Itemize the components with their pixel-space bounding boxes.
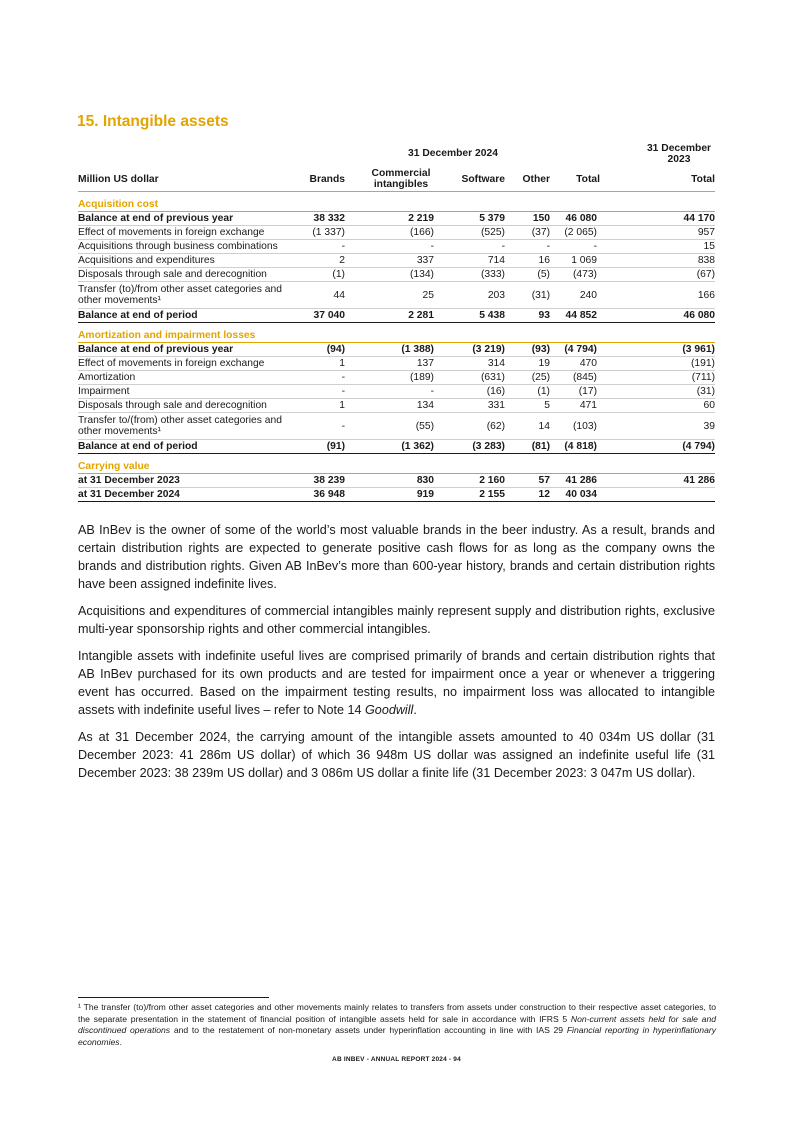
header-group-2023 [600, 140, 715, 167]
table-row [78, 371, 715, 385]
table-cell: - [288, 385, 345, 399]
table-cell: (67) [600, 268, 715, 282]
table-row [78, 268, 715, 282]
table-row [78, 343, 715, 357]
intangible-assets-table [78, 140, 715, 502]
table-cell: 5 379 [434, 212, 505, 226]
table-cell: (31) [600, 385, 715, 399]
row-label: at 31 December 2024 [78, 488, 288, 502]
section-title: Acquisition cost [78, 198, 715, 212]
table-cell: 60 [600, 399, 715, 413]
header-group-2024: 31 December 2024 [408, 148, 498, 159]
table-cell: (1) [505, 385, 550, 399]
table-cell: 331 [434, 399, 505, 413]
table-cell: 44 170 [600, 212, 715, 226]
row-label: Disposals through sale and derecognition [78, 399, 288, 413]
table-cell: 12 [505, 488, 550, 502]
paragraph-carrying-amount: As at 31 December 2024, the carrying amount of the intangible assets amounted to 40 034m US dollar (31 December 2023: 41 286m US dollar) of which 36 948m US dollar was assigned an indefinite useful life (31 December 2023: 38 239m US dollar) and 3 086m US dollar a finite life (31 December 2023: 3 047m US dollar). [78, 730, 715, 780]
table-cell: 46 080 [550, 212, 600, 226]
table-cell: 46 080 [600, 309, 715, 323]
table-cell: 1 [288, 399, 345, 413]
table-cell: (3 219) [434, 343, 505, 357]
section-header-row [78, 329, 715, 343]
table-cell: (81) [505, 440, 550, 454]
table-cell: 1 [288, 357, 345, 371]
table-cell: 714 [434, 254, 505, 268]
table-cell: (166) [345, 226, 434, 240]
paragraph-brands: AB InBev is the owner of some of the world’s most valuable brands in the beer industry. As a result, brands and certain distribution rights are expected to generate positive cash flows for as long as the company owns the brands and distribution rights. Given AB InBev’s more than 600-year history, brands and certain distribution rights have been assigned indefinite lives. [78, 523, 715, 591]
table-cell: - [505, 240, 550, 254]
row-label: Acquisitions through business combinations [78, 240, 288, 254]
footnote-text-c: . [119, 1036, 122, 1047]
column-label: Million US dollar [78, 167, 288, 192]
table-cell: - [345, 385, 434, 399]
table-cell: 16 [505, 254, 550, 268]
table-body [78, 192, 715, 502]
row-label: Acquisitions and expenditures [78, 254, 288, 268]
table-cell: 38 239 [288, 474, 345, 488]
table-cell: (3 961) [600, 343, 715, 357]
table-cell: - [288, 371, 345, 385]
table-cell: (845) [550, 371, 600, 385]
table-cell [600, 488, 715, 502]
table-row [78, 226, 715, 240]
table-cell: (473) [550, 268, 600, 282]
paragraph-indefinite-text: Intangible assets with indefinite useful lives are comprised primarily of brands and certain distribution rights that AB InBev purchased for its own products and are tested for impairment once a year or whenever a triggering event has occurred. Based on the impairment testing results, no impairment loss was allocated to intangible assets with indefinite useful lives – refer to Note 14 [78, 649, 715, 717]
table-cell: (189) [345, 371, 434, 385]
table-cell: 2 [288, 254, 345, 268]
table-cell: 41 286 [550, 474, 600, 488]
table-cell: 2 219 [345, 212, 434, 226]
header-2023-text: 31 December 2023 [646, 142, 712, 165]
table-cell: 2 160 [434, 474, 505, 488]
table-cell: 38 332 [288, 212, 345, 226]
table-cell: (16) [434, 385, 505, 399]
table-cell: 15 [600, 240, 715, 254]
table-cell: 40 034 [550, 488, 600, 502]
table-cell: 471 [550, 399, 600, 413]
table-cell: 830 [345, 474, 434, 488]
table-cell: 919 [345, 488, 434, 502]
goodwill-reference: Goodwill [365, 703, 414, 717]
footnote-text-a: ¹ The transfer (to)/from other asset categories and other movements mainly relates to transfers from assets under construction to their respective asset categories, to the separate presentation in the statement of financial position of intangible assets held for sale in accordance with IFRS 5 [78, 1002, 716, 1024]
footnote-text-b: and to the restatement of non-monetary assets under hyperinflation accounting in line with IAS 29 [170, 1025, 567, 1035]
table-cell: (5) [505, 268, 550, 282]
table-cell: - [288, 413, 345, 440]
col-header-brands: Brands [288, 167, 345, 192]
table-cell: 44 852 [550, 309, 600, 323]
table-cell: 470 [550, 357, 600, 371]
footnote-divider [78, 997, 269, 998]
table-row [78, 240, 715, 254]
table-cell: - [550, 240, 600, 254]
col-header-total-2024: Total [550, 167, 600, 192]
section-title: Carrying value [78, 460, 715, 474]
footnote-ifrs5-title: Non-current assets held for sale and discontinued operations [78, 1013, 716, 1035]
table-cell: - [345, 240, 434, 254]
table-cell: 150 [505, 212, 550, 226]
table-cell: 39 [600, 413, 715, 440]
table-cell: 5 438 [434, 309, 505, 323]
table-cell: (4 818) [550, 440, 600, 454]
table-cell: (91) [288, 440, 345, 454]
table-cell: (103) [550, 413, 600, 440]
table-cell: (2 065) [550, 226, 600, 240]
row-label: Disposals through sale and derecognition [78, 268, 288, 282]
col-header-other: Other [505, 167, 550, 192]
table-cell: (1 337) [288, 226, 345, 240]
table-cell: (1 388) [345, 343, 434, 357]
table-cell: 2 281 [345, 309, 434, 323]
table-row [78, 413, 715, 440]
table-cell: (93) [505, 343, 550, 357]
table-cell: (55) [345, 413, 434, 440]
table-cell: 137 [345, 357, 434, 371]
table-row [78, 309, 715, 323]
col-header-commercial-intangibles [345, 167, 434, 192]
table-cell: 25 [345, 282, 434, 309]
table-cell: 36 948 [288, 488, 345, 502]
table-cell: (37) [505, 226, 550, 240]
table-cell: 203 [434, 282, 505, 309]
row-label: Effect of movements in foreign exchange [78, 226, 288, 240]
table-cell: (333) [434, 268, 505, 282]
table-cell: 57 [505, 474, 550, 488]
table-cell: (62) [434, 413, 505, 440]
table-cell: 93 [505, 309, 550, 323]
table-cell: 5 [505, 399, 550, 413]
table-cell: (94) [288, 343, 345, 357]
col-header-commercial-text: Commercial intangibles [371, 168, 431, 190]
row-label: Balance at end of previous year [78, 212, 288, 226]
body-text [78, 521, 715, 791]
row-label: Balance at end of period [78, 440, 288, 454]
section-header-row [78, 460, 715, 474]
table-cell: (191) [600, 357, 715, 371]
table-cell: (1) [288, 268, 345, 282]
row-label: Balance at end of previous year [78, 343, 288, 357]
table-cell: 166 [600, 282, 715, 309]
table-cell: (25) [505, 371, 550, 385]
table-row [78, 212, 715, 226]
section-title: Amortization and impairment losses [78, 329, 715, 343]
table-cell: 337 [345, 254, 434, 268]
row-label: Balance at end of period [78, 309, 288, 323]
col-header-software: Software [434, 167, 505, 192]
paragraph-indefinite-end: . [413, 703, 417, 717]
table-cell: 14 [505, 413, 550, 440]
row-label: Transfer (to)/from other asset categories and other movements¹ [78, 282, 288, 309]
col-header-total-2023: Total [600, 167, 715, 192]
section-title: 15. Intangible assets [77, 113, 229, 130]
row-label: Transfer to/(from) other asset categories and other movements¹ [78, 413, 288, 440]
table-cell: (711) [600, 371, 715, 385]
table-cell: 1 069 [550, 254, 600, 268]
table-row [78, 488, 715, 502]
table-row [78, 357, 715, 371]
row-label: Impairment [78, 385, 288, 399]
table-row [78, 399, 715, 413]
table-row [78, 254, 715, 268]
table-cell: 957 [600, 226, 715, 240]
table-cell: - [288, 240, 345, 254]
table-cell: (1 362) [345, 440, 434, 454]
table-cell: 44 [288, 282, 345, 309]
table-cell: 41 286 [600, 474, 715, 488]
table-cell: (17) [550, 385, 600, 399]
table-cell: 134 [345, 399, 434, 413]
paragraph-indefinite-lives [78, 647, 715, 719]
table-row [78, 385, 715, 399]
table-cell: 19 [505, 357, 550, 371]
table-cell: 240 [550, 282, 600, 309]
row-label: Amortization [78, 371, 288, 385]
table-cell: - [434, 240, 505, 254]
table-cell: (3 283) [434, 440, 505, 454]
table-row [78, 474, 715, 488]
table-cell: (31) [505, 282, 550, 309]
footnote-ias29-title: Financial reporting in hyperinflationary economies [78, 1025, 717, 1047]
paragraph-acquisitions: Acquisitions and expenditures of commercial intangibles mainly represent supply and distribution rights, exclusive multi-year sponsorship rights and other commercial intangibles. [78, 604, 715, 636]
table-cell: (4 794) [550, 343, 600, 357]
table-row [78, 440, 715, 454]
table-cell: 2 155 [434, 488, 505, 502]
table-cell: 37 040 [288, 309, 345, 323]
table-cell: (134) [345, 268, 434, 282]
table-cell: 314 [434, 357, 505, 371]
table-cell: (4 794) [600, 440, 715, 454]
page-footer: AB INBEV - ANNUAL REPORT 2024 - 94 [332, 1056, 461, 1063]
row-label: Effect of movements in foreign exchange [78, 357, 288, 371]
table-cell: (525) [434, 226, 505, 240]
section-header-row [78, 198, 715, 212]
footnote [78, 1002, 716, 1048]
table-cell: 838 [600, 254, 715, 268]
header-blank [78, 140, 288, 167]
row-label: at 31 December 2023 [78, 474, 288, 488]
table-row [78, 282, 715, 309]
table-cell: (631) [434, 371, 505, 385]
